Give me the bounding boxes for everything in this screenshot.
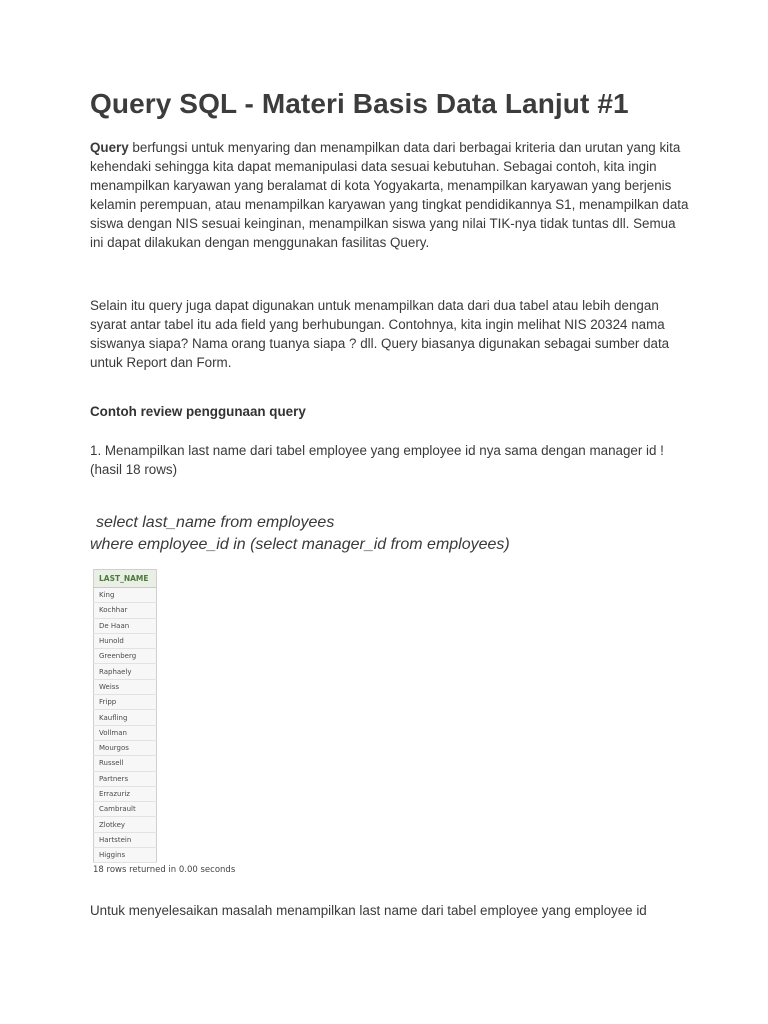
last-name-cell: Kochhar — [94, 603, 157, 618]
last-name-cell: Weiss — [94, 679, 157, 694]
last-name-cell: Greenberg — [94, 649, 157, 664]
last-name-cell: Cambrault — [94, 802, 157, 817]
intro-text: berfungsi untuk menyaring dan menampilkan data dari berbagai kriteria dan urutan yang kita kehendaki sehingga kita dapat memanipulasi data sesuai kebutuhan. Sebagai contoh, kita ingin menampilkan karyawan yang beralamat di kota Yogyakarta, menampilkan karyawan yang berjenis kelamin perempuan, atau menampilkan karyawan yang tingkat pendidikannya S1, menampilkan data siswa dengan NIS sesuai keinginan, menampilkan siswa yang nilai TIK-nya tidak tuntas dll. Semua ini dapat dilakukan dengan menggunakan fasilitas Query. — [90, 140, 689, 250]
last-name-cell: Raphaely — [94, 664, 157, 679]
table-row — [94, 695, 157, 710]
table-row — [94, 848, 157, 863]
table-row — [94, 633, 157, 648]
table-row — [94, 771, 157, 786]
review-heading: Contoh review penggunaan query — [90, 404, 306, 419]
sql-line-1: select last_name from employees — [96, 514, 335, 531]
query-result — [93, 569, 235, 875]
page-title: Query SQL - Materi Basis Data Lanjut #1 — [90, 88, 629, 119]
table-row — [94, 649, 157, 664]
example-1-text: 1. Menampilkan last name dari tabel employee yang employee id nya sama dengan manager id ! (hasil 18 rows) — [90, 443, 664, 477]
table-row — [94, 740, 157, 755]
last-name-cell: Fripp — [94, 695, 157, 710]
second-paragraph: Selain itu query juga dapat digunakan untuk menampilkan data dari dua tabel atau lebih dengan syarat antar tabel itu ada field yang berhubungan. Contohnya, kita ingin melihat NIS 20324 nama siswanya siapa? Nama orang tuanya siapa ? dll. Query biasanya digunakan sebagai sumber data untuk Report dan Form. — [90, 298, 670, 370]
sql-query — [90, 512, 510, 556]
table-row — [94, 756, 157, 771]
table-row — [94, 664, 157, 679]
table-row — [94, 618, 157, 633]
table-row — [94, 786, 157, 801]
intro-lead: Query — [90, 140, 129, 155]
result-table — [93, 569, 157, 863]
last-name-cell: Russell — [94, 756, 157, 771]
table-row — [94, 832, 157, 847]
table-row — [94, 710, 157, 725]
last-name-cell: Mourgos — [94, 740, 157, 755]
result-column-header: LAST_NAME — [94, 570, 157, 588]
table-row — [94, 588, 157, 603]
last-name-cell: Hunold — [94, 633, 157, 648]
result-caption: 18 rows returned in 0.00 seconds — [93, 865, 236, 876]
table-row — [94, 817, 157, 832]
last-name-cell: Partners — [94, 771, 157, 786]
result-rows — [94, 588, 157, 863]
table-row — [94, 802, 157, 817]
intro-paragraph — [90, 138, 690, 252]
last-name-cell: Errazuriz — [94, 786, 157, 801]
fourth-paragraph: Untuk menyelesaikan masalah menampilkan last name dari tabel employee yang employee id — [90, 903, 647, 918]
last-name-cell: Kaufling — [94, 710, 157, 725]
table-row — [94, 603, 157, 618]
last-name-cell: Vollman — [94, 725, 157, 740]
last-name-cell: King — [94, 588, 157, 603]
last-name-cell: De Haan — [94, 618, 157, 633]
last-name-cell: Zlotkey — [94, 817, 157, 832]
last-name-cell: Higgins — [94, 848, 157, 863]
table-row — [94, 679, 157, 694]
sql-line-2: where employee_id in (select manager_id from employees) — [90, 536, 510, 553]
last-name-cell: Hartstein — [94, 832, 157, 847]
table-row — [94, 725, 157, 740]
